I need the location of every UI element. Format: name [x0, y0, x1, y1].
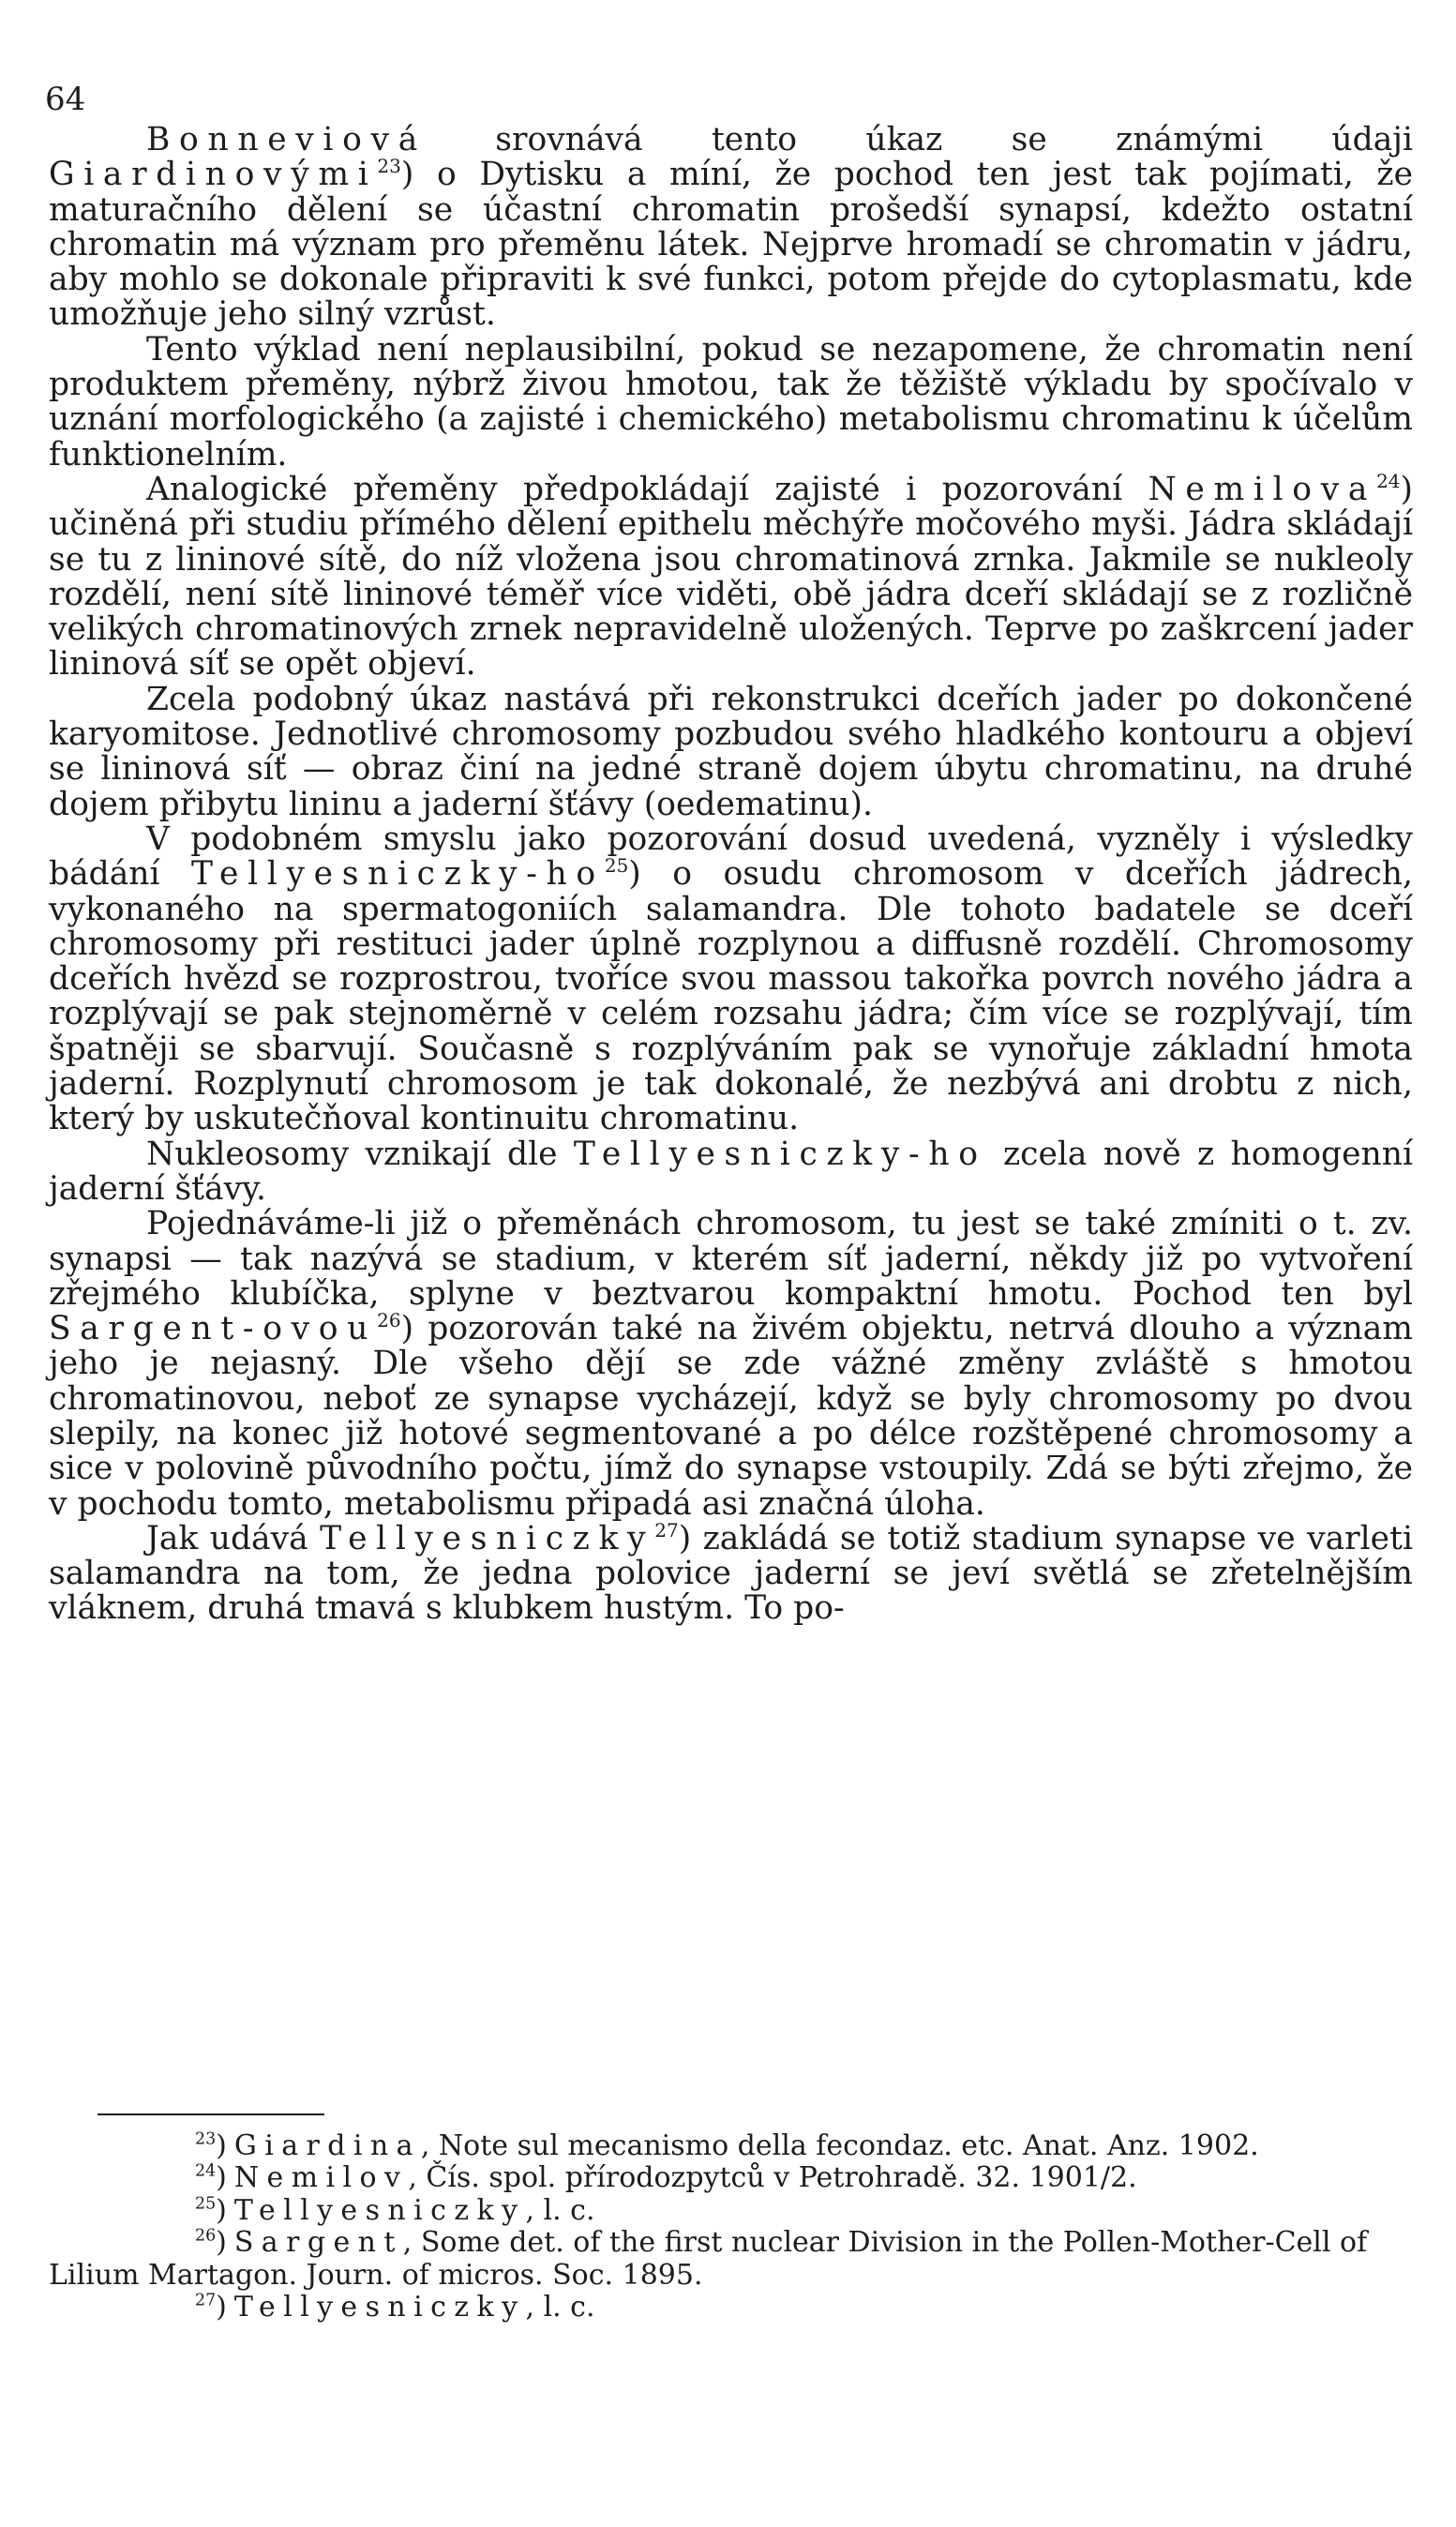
text-run: , Some det. of the first nuclear Division in the Pollen-Mother-Cell of Lilium Martagon. Journ. of micros. Soc. 1895.	[49, 2226, 1368, 2292]
text-run: ) učiněná při studiu přímého dělení epithelu měchýře močového myši. Jádra skládají se tu z lininové sítě, do níž vložena jsou chromatinová zrnka. Jakmile se nukleoly rozdělí, není sítě lininové téměř více viděti, obě jádra dceří skládají se z rozličně velikých chromatinových zrnek nepravidelně uložených. Teprve po zaškrcení jader lininová síť se opět objeví.	[49, 470, 1413, 684]
paragraph	[49, 1137, 1413, 1208]
footnote-number-digits: 27	[195, 2291, 217, 2310]
author-name: Bonneviová	[146, 121, 427, 158]
paragraph	[49, 330, 1413, 474]
author-name: Giardinovými	[49, 156, 378, 194]
footnote	[49, 2227, 1413, 2292]
footnote-number: $^{26}$)	[195, 2226, 227, 2260]
page-number: 64	[45, 81, 86, 118]
paragraph	[49, 123, 1413, 333]
footnote	[49, 2292, 1413, 2324]
text-run: srovnává tento úkaz se známými údaji	[426, 121, 1413, 158]
footnotes	[49, 2130, 1413, 2324]
text-run: Nukleosomy vznikají dle	[146, 1135, 574, 1173]
text-run: Tento výklad není neplausibilní, pokud se nezapomene, že chromatin není produktem přeměny, nýbrž živou hmotou, tak že těžiště výkladu by spočívalo v uznání morfologického (a zajisté i chemického) metabolismu chromatinu k účelům funktionelním.	[49, 330, 1413, 474]
text-run: , l. c.	[525, 2291, 595, 2324]
footnote-reference: 25	[604, 854, 629, 878]
author-name: Sargent-ovou	[49, 1310, 378, 1348]
author-name: Tellyesniczky-ho	[573, 1135, 987, 1173]
footnote-number-digits: 25	[195, 2194, 217, 2214]
paragraph	[49, 469, 1413, 684]
footnote	[49, 2130, 1413, 2162]
text-run: Pojednáváme-li již o přeměnách chromosom, tu jest se také zmíniti o t. zv. synapsi — tak nazývá se stadium, v kterém síť jaderní, někdy již po vytvoření zřejmého klubíčka, splyne v beztvarou kompaktní hmotu. Pochod ten byl	[49, 1205, 1413, 1313]
footnote-number-digits: 26	[195, 2226, 217, 2246]
paragraph	[49, 680, 1413, 823]
footnote	[49, 2162, 1413, 2194]
footnote-reference: 23	[377, 155, 401, 178]
footnote-separator-rule	[98, 2113, 324, 2115]
paragraph	[49, 1518, 1414, 1628]
author-name: Tellyesniczky	[320, 1519, 655, 1557]
footnote-reference: 27	[654, 1518, 679, 1542]
paragraph	[49, 1207, 1413, 1522]
footnote-reference: 26	[377, 1309, 401, 1332]
footnote	[49, 2195, 1413, 2227]
footnote-number-digits: 23	[195, 2129, 217, 2149]
text-run: , Note sul mecanismo della fecondaz. etc. Anat. Anz. 1902.	[420, 2129, 1259, 2162]
footnote-number: $^{27}$)	[195, 2291, 227, 2324]
text-run: Jak udává	[146, 1519, 321, 1557]
text-run: Analogické přeměny předpokládají zajisté i pozorování	[146, 470, 1148, 508]
footnote-number-digits: 24	[195, 2162, 217, 2182]
text-run: , Čís. spol. přírodozpytců v Petrohradě. 32. 1901/2.	[408, 2161, 1137, 2195]
text-run: ) zakládá se totiž stadium synapse ve varleti salamandra na tom, že jedna polovice jaderní se jeví světlá se zřetelnějším vláknem, druhá tmavá s klubkem hustým. To po-	[49, 1519, 1414, 1628]
text-run: ) pozorován také na živém objektu, netrvá dlouho a význam jeho je nejasný. Dle všeho dějí se zde vážné změny zvláště s hmotou chromatinovou, neboť ze synapse vycházejí, když se byly chromosomy po dvou slepily, na konec již hotové segmentované a po délce rozštěpené chromosomy a sice v polovině původního počtu, jímž do synapse vstoupily. Zdá se býti zřejmo, že v pochodu tomto, metabolismu připadá asi značná úloha.	[49, 1310, 1413, 1523]
text-run: , l. c.	[525, 2193, 595, 2227]
author-name: Tellyesniczky	[233, 2291, 526, 2324]
text-run: ) o Dytisku a míní, že pochod ten jest tak pojímati, že maturačního dělení se účastní chromatin prošedší synapsí, kdežto ostatní chromatin má význam pro přeměnu látek. Nejprve hromadí se chromatin v jádru, aby mohlo se dokonale připraviti k své funkci, potom přejde do cytoplasmatu, kde umožňuje jeho silný vzrůst.	[49, 156, 1413, 334]
author-name: Tellyesniczky-ho	[191, 855, 605, 894]
text-run: zcela nově z homogenní jaderní šťávy.	[49, 1135, 1413, 1208]
author-name: Sargent	[233, 2226, 403, 2260]
text-run: Zcela podobný úkaz nastává při rekonstrukci dceřích jader po dokončené karyomitose. Jednotlivé chromosomy pozbudou svého hladkého kontouru a objeví se lininová síť — obraz činí na jedné straně dojem úbytu chromatinu, na druhé dojem přibytu lininu a jaderní šťávy (oedematinu).	[49, 680, 1413, 823]
footnote-reference: 24	[1376, 469, 1401, 492]
body-text	[49, 123, 1413, 1627]
footnote-number: $^{23}$)	[195, 2129, 227, 2162]
text-run: ) o osudu chromosom v dceřích jádrech, vykonaného na spermatogoniích salamandra. Dle tohoto badatele se dceří chromosomy při restituci jader úplně rozplynou a diffusně rozdělí. Chromosomy dceřích hvězd se rozprostrou, tvoříce svou massou takořka povrch nového jádra a rozplývají se pak stejnoměrně v celém rozsahu jádra; čím více se rozplývají, tím špatněji se sbarvují. Současně s rozplýváním pak se vynořuje základní hmota jaderní. Rozplynutí chromosom je tak dokonalé, že nezbývá ani drobtu z nich, který by uskutečňoval kontinuitu chromatinu.	[49, 855, 1413, 1138]
footnote-number: $^{24}$)	[195, 2161, 227, 2195]
author-name: Giardina	[233, 2129, 421, 2162]
paragraph	[49, 822, 1413, 1137]
text-run: V podobném smyslu jako pozorování dosud uvedená, vyzněly i výsledky bádání	[49, 820, 1413, 894]
author-name: Nemilov	[233, 2161, 409, 2195]
author-name: Tellyesniczky	[233, 2193, 526, 2227]
author-name: Nemilova	[1148, 470, 1377, 508]
footnote-number: $^{25}$)	[195, 2193, 227, 2227]
